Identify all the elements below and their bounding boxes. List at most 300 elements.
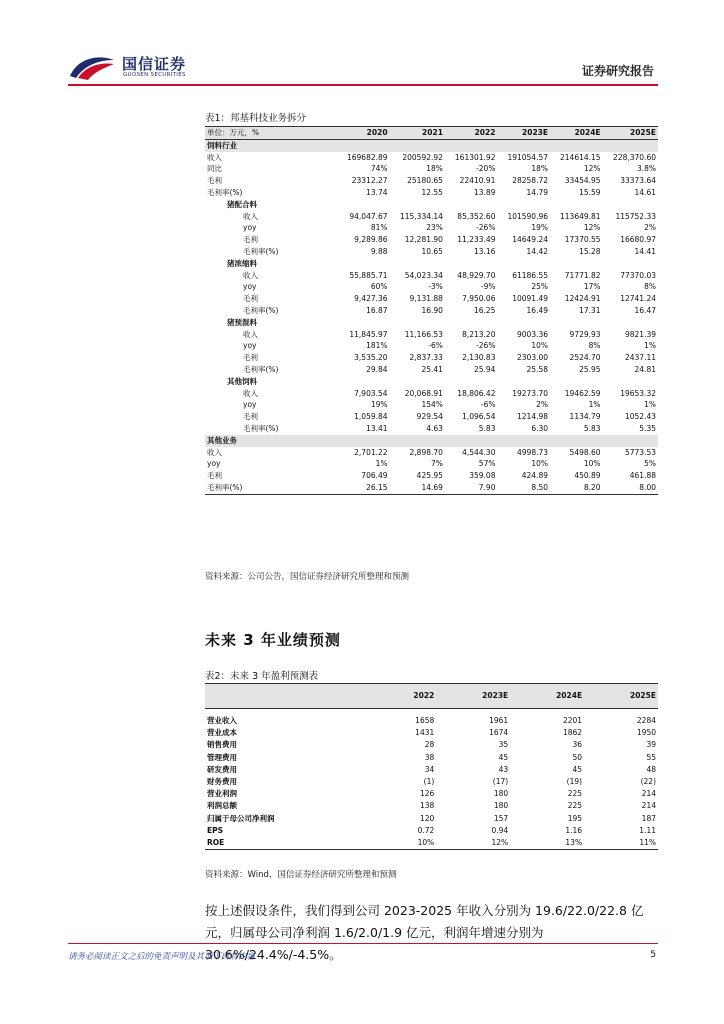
- row-label: 毛利率(%): [243, 246, 279, 256]
- section-title: 未来 3 年业绩预测: [205, 631, 341, 649]
- table-cell: 2%: [536, 400, 549, 410]
- table-cell: 101590.96: [507, 211, 549, 221]
- row-label: 毛利: [207, 471, 222, 481]
- table-cell: 9.88: [370, 246, 388, 256]
- table-cell: 3,535.20: [354, 353, 388, 363]
- table-row: [205, 317, 658, 329]
- table1-source: 资料来源：公司公告，国信证券经济研究所整理和预测: [205, 572, 410, 582]
- table-cell: 24.81: [634, 364, 656, 374]
- table-cell: 12%: [583, 223, 601, 233]
- table-row: [205, 764, 658, 776]
- table-cell: 50: [572, 752, 583, 762]
- table-row: [205, 364, 658, 376]
- table-cell: 8%: [588, 341, 601, 351]
- table-cell: [603, 435, 658, 447]
- table-cell: [603, 139, 658, 151]
- table-row: [205, 329, 658, 341]
- row-label: 毛利率(%): [243, 423, 279, 433]
- table-cell: 18%: [426, 164, 443, 174]
- row-label: 毛利率(%): [205, 482, 337, 494]
- row-label: ROE: [205, 837, 375, 850]
- table-row: [205, 399, 658, 411]
- table1-col-2022: 2022: [474, 128, 496, 137]
- table-cell: 10%: [531, 341, 549, 351]
- report-type-label: 证券研究报告: [581, 64, 654, 78]
- table1-col-2020: 2020: [366, 128, 388, 137]
- table-cell: [337, 199, 390, 211]
- table-cell: 18,806.42: [457, 388, 496, 398]
- table-cell: 34: [424, 764, 435, 774]
- table-cell: 14.41: [634, 246, 656, 256]
- table-cell: [550, 258, 603, 270]
- table-cell: 36: [572, 740, 583, 750]
- table-row: [205, 423, 658, 435]
- table-row: [205, 340, 658, 352]
- table-cell: 1.11: [639, 825, 656, 835]
- table-cell: 20,068.91: [404, 388, 443, 398]
- table-cell: 228,370.60: [613, 152, 656, 162]
- table-cell: 60%: [370, 282, 388, 292]
- table-row: [205, 175, 658, 187]
- row-label: 毛利: [207, 176, 222, 186]
- table2-title: 表2：未来 3 年盈利预测表: [205, 671, 319, 682]
- row-label: 毛利: [243, 353, 258, 363]
- table-cell: (17): [492, 777, 509, 787]
- row-label: 毛利率(%): [243, 305, 279, 315]
- table-cell: 9,427.36: [354, 294, 388, 304]
- table2-body: [205, 709, 658, 850]
- table-row: [205, 411, 658, 423]
- logo-chinese-name: 国信证券: [122, 55, 187, 73]
- table2-col-2022: 2022: [413, 691, 435, 700]
- table-cell: 8%: [644, 282, 656, 292]
- footer-disclaimer: 请务必阅读正文之后的免责声明及其项下所有内容: [68, 952, 256, 962]
- table-cell: [337, 317, 390, 329]
- table1-col-2021: 2021: [422, 128, 443, 137]
- table-cell: 45: [572, 764, 583, 774]
- table-cell: (19): [566, 777, 583, 787]
- table-cell: 2,130.83: [462, 353, 496, 363]
- row-label: 饲料行业: [205, 139, 337, 151]
- table-cell: 195: [567, 813, 583, 823]
- table-cell: 7.90: [445, 482, 498, 494]
- table-cell: [497, 258, 550, 270]
- table-cell: 10%: [583, 459, 601, 469]
- table-cell: [390, 435, 445, 447]
- table-cell: 94,047.67: [349, 211, 388, 221]
- table-cell: 2201: [562, 716, 583, 725]
- table-cell: 10%: [531, 459, 549, 469]
- table-cell: 2284: [636, 716, 656, 725]
- table-cell: 28: [424, 740, 435, 750]
- table-cell: 138: [419, 801, 435, 811]
- table-cell: 1134.79: [569, 412, 601, 422]
- table-cell: 8.00: [603, 482, 658, 494]
- row-label: 其他饲料: [227, 376, 257, 386]
- table-row: [205, 139, 658, 151]
- table-cell: [497, 317, 550, 329]
- table-cell: [337, 435, 390, 447]
- table-cell: 0.72: [417, 825, 435, 835]
- row-label: yoy: [243, 282, 257, 292]
- table-cell: 9729.93: [569, 329, 601, 339]
- table-cell: 38: [424, 752, 435, 762]
- row-label: 毛利率(%): [207, 187, 243, 197]
- table-cell: 55,885.71: [349, 270, 388, 280]
- table-cell: 16.47: [634, 305, 656, 315]
- table2-source: 资料来源：Wind、国信证券经济研究所整理和预测: [205, 870, 397, 880]
- table1-col-2024e: 2024E: [574, 128, 601, 137]
- table-cell: 1%: [644, 341, 656, 351]
- table-row: [205, 270, 658, 282]
- table1-col-2025e: 2025E: [630, 128, 656, 137]
- table-cell: 1658: [415, 716, 435, 725]
- table-cell: 461.88: [629, 471, 656, 481]
- table-cell: -26%: [476, 341, 496, 351]
- table-cell: [445, 435, 498, 447]
- table-cell: 154%: [421, 400, 443, 410]
- table-row: [205, 752, 658, 764]
- table-cell: 214614.15: [560, 152, 601, 162]
- table-cell: 1862: [562, 728, 583, 738]
- table-cell: 43: [498, 764, 509, 774]
- table-cell: 16.90: [421, 305, 443, 315]
- table-cell: 19%: [531, 223, 549, 233]
- table-cell: [603, 376, 658, 388]
- row-label: 归属于母公司净利润: [207, 813, 275, 823]
- table-row: [205, 234, 658, 246]
- table-cell: 12741.24: [620, 294, 656, 304]
- table-cell: 16.87: [366, 305, 388, 315]
- table-cell: 11,166.53: [404, 329, 443, 339]
- table-cell: 113649.81: [560, 211, 601, 221]
- row-label: yoy: [243, 400, 257, 410]
- table1-col-2023e: 2023E: [522, 128, 549, 137]
- table-cell: 14.79: [526, 187, 549, 197]
- table-cell: [603, 317, 658, 329]
- table-cell: 54,023.34: [404, 270, 443, 280]
- table-cell: 929.54: [416, 412, 443, 422]
- table-cell: 11,845.97: [349, 329, 388, 339]
- table-cell: 5%: [644, 459, 656, 469]
- table-cell: 13.74: [366, 187, 388, 197]
- table-cell: 17370.55: [564, 235, 601, 245]
- row-label: 猪预混料: [227, 317, 257, 327]
- table-row: [205, 458, 658, 470]
- table-cell: 2303.00: [517, 353, 549, 363]
- table-row: [205, 813, 658, 825]
- table1-col-unit: 单位：万元，%: [207, 128, 260, 137]
- row-label: 收入: [243, 211, 258, 221]
- table-cell: 12,281.90: [404, 235, 443, 245]
- table-cell: [497, 376, 550, 388]
- table-cell: 22410.91: [459, 176, 496, 186]
- table-cell: 26.15: [337, 482, 390, 494]
- table-cell: -20%: [476, 164, 496, 174]
- row-label: 毛利: [243, 294, 258, 304]
- row-label: 猪配合料: [227, 199, 257, 209]
- table-row: [205, 800, 658, 812]
- business-breakdown-table: [205, 126, 658, 495]
- table-cell: 25.41: [421, 364, 443, 374]
- table-cell: 71771.82: [564, 270, 601, 280]
- table-cell: 4998.73: [517, 447, 549, 457]
- table-row: [205, 376, 658, 388]
- table-cell: [445, 376, 498, 388]
- row-label: 管理费用: [207, 752, 237, 762]
- table-cell: 14.42: [526, 246, 549, 256]
- table-cell: 8,213.20: [462, 329, 496, 339]
- table-row: [205, 281, 658, 293]
- table-row: [205, 199, 658, 211]
- row-label: EPS: [207, 825, 224, 835]
- table-cell: 120: [419, 813, 435, 823]
- table-cell: 13.16: [473, 246, 496, 256]
- table-cell: 180: [493, 801, 509, 811]
- table-cell: [497, 139, 550, 151]
- guosen-logo-icon: [68, 52, 116, 82]
- table-cell: [550, 199, 603, 211]
- table-cell: (1): [423, 777, 435, 787]
- table-cell: 25.58: [526, 364, 549, 374]
- table-row: [205, 305, 658, 317]
- row-label: 收入: [243, 270, 258, 280]
- table-cell: 12424.91: [564, 294, 601, 304]
- table-cell: 706.49: [361, 471, 388, 481]
- row-label: 毛利: [243, 235, 258, 245]
- table-cell: 1961: [489, 716, 509, 725]
- table-row: [205, 709, 658, 728]
- logo-english-name: GUOSEN SECURITIES: [123, 72, 186, 78]
- row-label: 收入: [243, 388, 258, 398]
- table-cell: [603, 199, 658, 211]
- table-cell: 181%: [366, 341, 388, 351]
- table-cell: 1431: [415, 728, 435, 738]
- table1-header-row: [205, 127, 658, 140]
- table-cell: [445, 199, 498, 211]
- table-cell: 16.25: [473, 305, 496, 315]
- table-cell: 19273.70: [512, 388, 549, 398]
- table-cell: [603, 258, 658, 270]
- table-cell: 16680.97: [620, 235, 656, 245]
- table-cell: 55: [646, 752, 656, 762]
- row-label: 毛利: [243, 412, 258, 422]
- row-label: 其他业务: [205, 435, 337, 447]
- table-cell: 25.95: [579, 364, 601, 374]
- table-cell: [550, 139, 603, 151]
- row-label: 猪浓缩料: [227, 258, 257, 268]
- table-cell: 1.16: [565, 825, 583, 835]
- table-cell: [337, 258, 390, 270]
- table-cell: [390, 376, 445, 388]
- table-cell: 115,334.14: [399, 211, 443, 221]
- profit-forecast-table: [205, 683, 658, 850]
- table-row: [205, 246, 658, 258]
- table-cell: 16.49: [526, 305, 549, 315]
- table-cell: -6%: [480, 400, 496, 410]
- table-cell: [445, 258, 498, 270]
- table-cell: 1%: [588, 400, 601, 410]
- table-row: [205, 258, 658, 270]
- table-cell: 8.50: [497, 482, 550, 494]
- table-cell: 13.41: [366, 423, 388, 433]
- table-cell: 1,059.84: [354, 412, 388, 422]
- table-cell: 157: [493, 813, 509, 823]
- table-row: [205, 388, 658, 400]
- table-cell: [445, 139, 498, 151]
- row-label: 利润总额: [207, 801, 237, 811]
- table-cell: 2,701.22: [354, 447, 388, 457]
- table-cell: 115752.33: [615, 211, 656, 221]
- table-cell: [550, 435, 603, 447]
- table-cell: 14.61: [634, 187, 656, 197]
- table-cell: 1214.98: [517, 412, 549, 422]
- table-cell: 5.83: [583, 423, 601, 433]
- table-cell: 19%: [370, 400, 388, 410]
- table2-col-item: [205, 684, 375, 709]
- table-cell: 1%: [644, 400, 656, 410]
- table-cell: 5498.60: [569, 447, 601, 457]
- table-cell: 169682.89: [346, 152, 388, 162]
- table-cell: 214: [641, 789, 656, 799]
- row-label: 研发费用: [207, 764, 237, 774]
- table-cell: 25.94: [473, 364, 496, 374]
- table-row: [205, 837, 658, 850]
- footer-divider: [68, 943, 658, 944]
- table-cell: 200592.92: [402, 152, 443, 162]
- table-cell: 33373.64: [620, 176, 656, 186]
- table2-header-row: [205, 684, 658, 709]
- table-cell: 3.8%: [636, 164, 656, 174]
- table-cell: 5.83: [478, 423, 496, 433]
- table-cell: 2437.11: [624, 353, 656, 363]
- table-cell: 7,903.54: [354, 388, 388, 398]
- table-cell: 35: [498, 740, 509, 750]
- table-cell: 4.63: [426, 423, 443, 433]
- table-row: [205, 447, 658, 459]
- table-cell: 9,131.88: [409, 294, 443, 304]
- table-row: [205, 788, 658, 800]
- table-cell: [337, 139, 390, 151]
- table-row: [205, 187, 658, 199]
- table-cell: [390, 258, 445, 270]
- forecast-summary-paragraph: 按上述假设条件，我们得到公司 2023-2025 年收入分别为 19.6/22.0/22.8 亿元，归属母公司净利润 1.6/2.0/1.9 亿元，利润年增速分别为 30.6%/24.4%/-4.5%。: [205, 903, 644, 962]
- table-cell: 85,352.60: [457, 211, 496, 221]
- table-cell: 14649.24: [512, 235, 549, 245]
- table-cell: 2,898.70: [409, 447, 443, 457]
- table-row: [205, 435, 658, 447]
- table-cell: 9003.36: [517, 329, 549, 339]
- row-label: yoy: [207, 459, 221, 469]
- table-cell: 1674: [489, 728, 509, 738]
- table-cell: 77370.03: [620, 270, 656, 280]
- table-cell: 9,289.86: [354, 235, 388, 245]
- table-cell: 19653.32: [620, 388, 656, 398]
- table-row: [205, 211, 658, 223]
- table-row: [205, 727, 658, 739]
- table-cell: 7,950.06: [462, 294, 496, 304]
- table-cell: 2%: [644, 223, 656, 233]
- table-cell: [390, 199, 445, 211]
- row-label: 营业利润: [207, 789, 237, 799]
- table-cell: 74%: [370, 164, 388, 174]
- table-row: [205, 482, 658, 494]
- table-cell: -9%: [480, 282, 496, 292]
- table-cell: 1052.43: [624, 412, 656, 422]
- table-cell: 17%: [583, 282, 601, 292]
- table-cell: 161301.92: [454, 152, 496, 162]
- table-cell: 57%: [478, 459, 496, 469]
- table-cell: (22): [640, 777, 656, 787]
- table-cell: 424.89: [521, 471, 549, 481]
- table-cell: 29.84: [366, 364, 388, 374]
- table-cell: 6.30: [531, 423, 549, 433]
- page-header: [68, 48, 658, 84]
- table-cell: 9821.39: [624, 329, 656, 339]
- table-cell: 23312.27: [351, 176, 388, 186]
- row-label: 收入: [243, 329, 258, 339]
- table-cell: 1950: [636, 728, 656, 738]
- table-cell: 45: [498, 752, 509, 762]
- table-cell: 12%: [436, 837, 510, 850]
- table-cell: 28258.72: [512, 176, 549, 186]
- table-cell: 10%: [375, 837, 436, 850]
- table-row: [205, 739, 658, 751]
- table-cell: 48,929.70: [457, 270, 496, 280]
- table-cell: 23%: [426, 223, 443, 233]
- row-label: 营业成本: [207, 728, 237, 738]
- table-cell: 4,544.30: [462, 447, 496, 457]
- row-label: yoy: [243, 223, 257, 233]
- table-row: [205, 470, 658, 482]
- table-cell: -26%: [476, 223, 496, 233]
- table-cell: 33454.95: [564, 176, 601, 186]
- table-cell: 359.08: [469, 471, 496, 481]
- row-label: 收入: [207, 152, 222, 162]
- table-cell: 450.89: [574, 471, 601, 481]
- row-label: 销售费用: [207, 740, 237, 750]
- table-cell: 187: [641, 813, 656, 823]
- table-cell: 13%: [510, 837, 584, 850]
- table-cell: 12%: [583, 164, 601, 174]
- table-cell: 180: [493, 789, 509, 799]
- table-row: [205, 352, 658, 364]
- table-cell: 11%: [584, 837, 658, 850]
- table-cell: 2524.70: [569, 353, 601, 363]
- row-label: yoy: [243, 341, 257, 351]
- table-cell: [337, 376, 390, 388]
- table-cell: 15.59: [579, 187, 601, 197]
- table-cell: 25180.65: [407, 176, 443, 186]
- table-cell: 17.31: [579, 305, 601, 315]
- table-row: [205, 163, 658, 175]
- table-cell: 15.28: [579, 246, 601, 256]
- table-cell: -6%: [428, 341, 443, 351]
- table-row: [205, 152, 658, 164]
- table-cell: [390, 317, 445, 329]
- table-cell: 19462.59: [564, 388, 601, 398]
- table-cell: 2,837.33: [409, 353, 443, 363]
- table-cell: 10.65: [421, 246, 443, 256]
- row-label: 营业收入: [207, 716, 237, 725]
- table-cell: 18%: [531, 164, 549, 174]
- table-cell: [497, 435, 550, 447]
- table-cell: 48: [646, 764, 656, 774]
- table-cell: 191054.57: [507, 152, 549, 162]
- page-number: 5: [650, 950, 656, 960]
- table-cell: 25%: [531, 282, 549, 292]
- row-label: 财务费用: [207, 777, 237, 787]
